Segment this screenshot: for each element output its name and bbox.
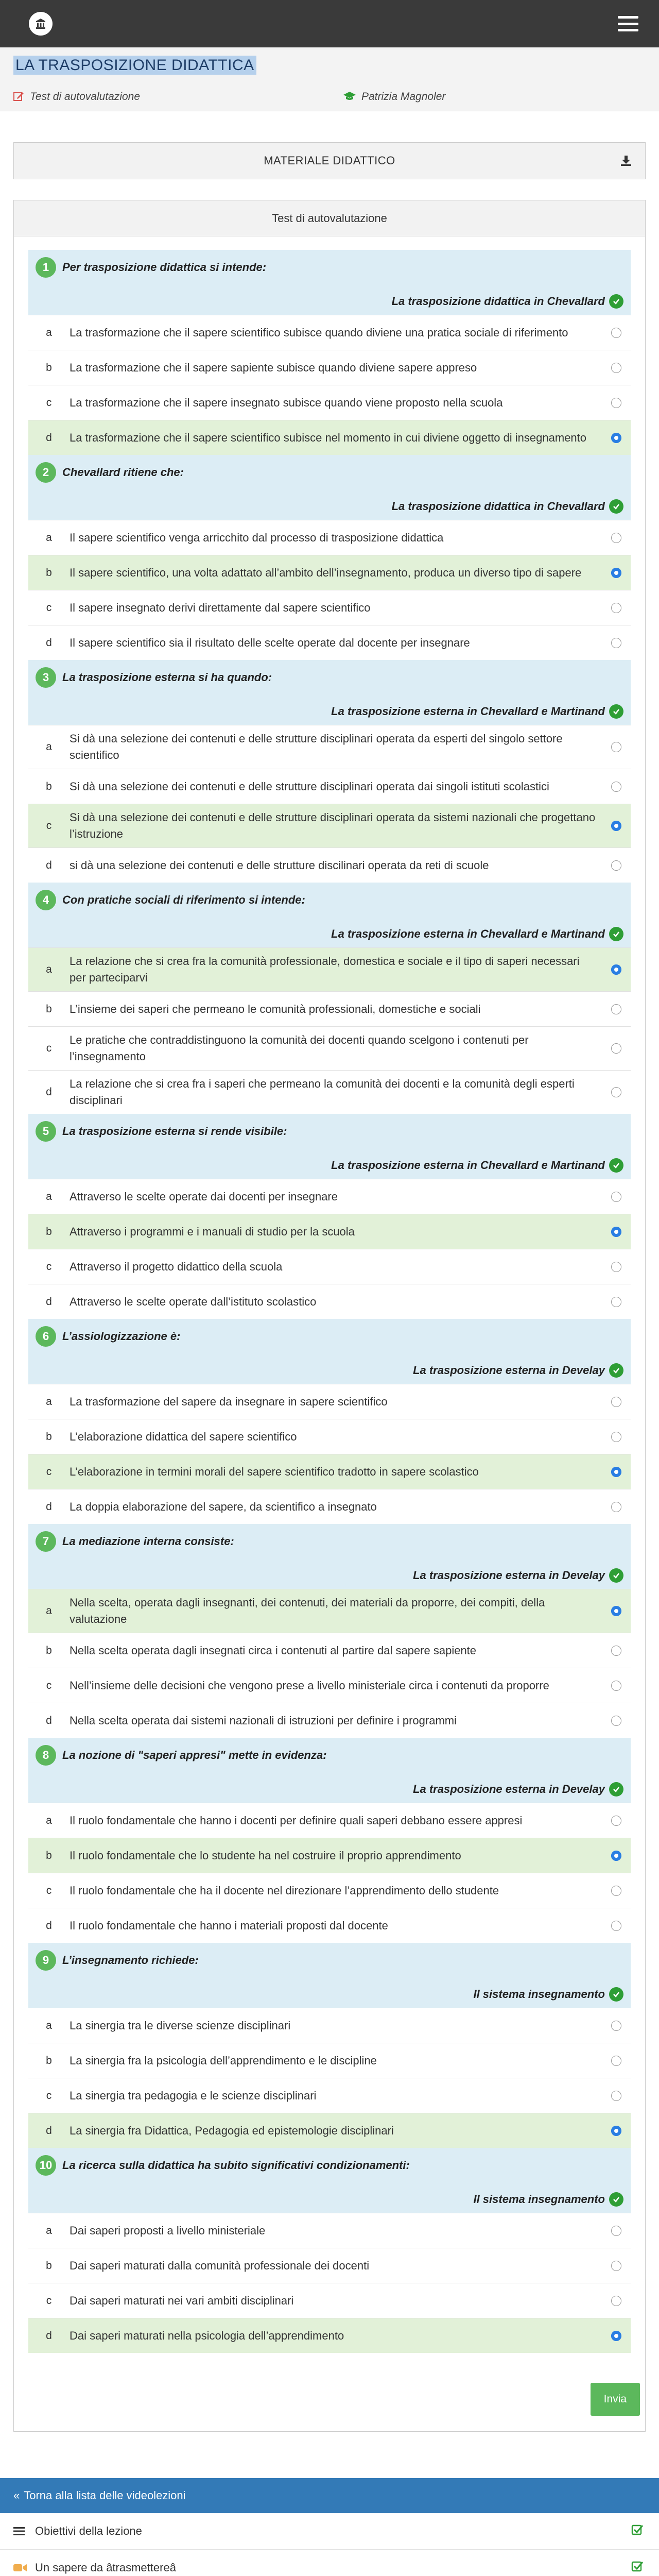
hamburger-menu-icon[interactable]: [618, 16, 638, 31]
question-header: [28, 1524, 631, 1589]
answer-option[interactable]: [28, 625, 631, 660]
answer-option[interactable]: [28, 520, 631, 555]
answer-radio[interactable]: [611, 2021, 621, 2031]
answer-option[interactable]: [28, 848, 631, 883]
question-text: La nozione di "saperi appresi" mette in evidenza:: [62, 1749, 327, 1761]
answer-letter: d: [46, 1500, 52, 1513]
answer-letter: d: [46, 859, 52, 871]
answer-radio[interactable]: [611, 533, 621, 543]
answer-letter: d: [46, 636, 52, 649]
question-number: 9: [36, 1950, 56, 1971]
question-topic: La trasposizione didattica in Chevallard: [391, 500, 605, 513]
answer-option[interactable]: [28, 2008, 631, 2043]
question-header: [28, 455, 631, 520]
answer-letter: a: [46, 1190, 52, 1202]
answer-option[interactable]: [28, 725, 631, 769]
answer-option[interactable]: [28, 1489, 631, 1524]
answer-radio[interactable]: [611, 1646, 621, 1656]
question-text: Per trasposizione didattica si intende:: [62, 261, 267, 274]
answer-text: Si dà una selezione dei contenuti e delle strutture disciplinari operata da esperti del singolo settore scientifico: [70, 732, 563, 761]
answer-option[interactable]: [28, 1026, 631, 1070]
answer-radio[interactable]: [611, 1606, 621, 1616]
answer-text: Nella scelta operata dagli insegnati circa i contenuti al partire dal sapere sapiente: [70, 1643, 477, 1657]
answer-option[interactable]: [28, 2318, 631, 2353]
answer-letter: c: [46, 2294, 52, 2307]
answer-option[interactable]: [28, 1249, 631, 1284]
answer-option[interactable]: [28, 1454, 631, 1489]
answer-text: Attraverso le scelte operate dall’istituto scolastico: [70, 1295, 317, 1308]
material-label: MATERIALE DIDATTICO: [264, 154, 395, 167]
answer-text: La trasformazione del sapere da insegnare in sapere scientifico: [70, 1395, 388, 1408]
quiz-questions: [14, 236, 645, 2368]
answer-radio[interactable]: [611, 363, 621, 373]
lesson-item[interactable]: [0, 2550, 659, 2576]
question-block: [28, 1114, 631, 1319]
check-circle-icon: [609, 499, 623, 514]
question-number: 2: [36, 462, 56, 483]
answer-text: La sinergia tra le diverse scienze disciplinari: [70, 2019, 291, 2032]
quiz-panel: [13, 200, 646, 2432]
answer-option[interactable]: [28, 1703, 631, 1738]
answer-radio[interactable]: [611, 398, 621, 408]
answer-radio[interactable]: [611, 1502, 621, 1512]
answer-text: La relazione che si crea fra i saperi che permeano la comunità dei docenti e la comunità degli esperti disciplinari: [70, 1077, 575, 1107]
answer-option[interactable]: [28, 1284, 631, 1319]
answer-radio[interactable]: [611, 1467, 621, 1477]
answer-option[interactable]: [28, 420, 631, 455]
answer-text: Le pratiche che contraddistinguono la comunità dei docenti quando scelgono i contenuti per l’insegnamento: [70, 1033, 529, 1063]
answer-option[interactable]: [28, 1070, 631, 1114]
check-circle-icon: [609, 704, 623, 719]
lesson-label: Obiettivi della lezione: [35, 2524, 142, 2537]
answer-option[interactable]: [28, 315, 631, 350]
answer-option[interactable]: [28, 1908, 631, 1943]
answer-radio[interactable]: [611, 1297, 621, 1307]
question-text: La ricerca sulla didattica ha subito significativi condizionamenti:: [62, 2159, 410, 2172]
question-number: 1: [36, 257, 56, 278]
answer-radio[interactable]: [611, 568, 621, 578]
answer-option[interactable]: [28, 2283, 631, 2318]
answer-letter: a: [46, 1814, 52, 1826]
answer-letter: c: [46, 1042, 52, 1054]
answer-option[interactable]: [28, 769, 631, 804]
answer-letter: b: [46, 2259, 52, 2272]
answer-text: Si dà una selezione dei contenuti e delle strutture disciplinari operata da sistemi nazionali che progettano l’istruzione: [70, 811, 596, 840]
answer-text: Il sapere scientifico, una volta adattato all’ambito dell’insegnamento, produca un diverso tipo di sapere: [70, 566, 582, 579]
answer-letter: c: [46, 601, 52, 614]
question-topic: La trasposizione esterna in Develay: [413, 1364, 605, 1377]
question-number: 6: [36, 1326, 56, 1347]
question-topic: Il sistema insegnamento: [473, 1988, 605, 2001]
check-circle-icon: [609, 1363, 623, 1378]
answer-letter: d: [46, 1919, 52, 1931]
answer-letter: b: [46, 566, 52, 579]
answer-text: Nella scelta operata dai sistemi nazionali di istruzioni per definire i programmi: [70, 1714, 457, 1727]
answer-letter: c: [46, 1884, 52, 1896]
answer-letter: a: [46, 963, 52, 975]
answer-letter: b: [46, 1003, 52, 1015]
answer-text: La sinergia fra Didattica, Pedagogia ed epistemologie disciplinari: [70, 2124, 394, 2137]
answer-text: si dà una selezione dei contenuti e delle strutture discilinari operata da reti di scuole: [70, 858, 489, 872]
answer-radio[interactable]: [611, 1192, 621, 1202]
answer-letter: a: [46, 1605, 52, 1617]
question-header: [28, 660, 631, 725]
answer-radio[interactable]: [611, 964, 621, 975]
graduation-cap-icon: [343, 91, 356, 101]
answer-letter: c: [46, 1465, 52, 1478]
answer-radio[interactable]: [611, 860, 621, 871]
lesson-label: Un sapere da âtrasmettereâ: [35, 2561, 176, 2574]
answer-text: La trasformazione che il sapere insegnato subisce quando viene proposto nella scuola: [70, 396, 503, 409]
question-header: [28, 1319, 631, 1384]
answer-radio[interactable]: [611, 1004, 621, 1014]
answer-text: Attraverso le scelte operate dai docenti per insegnare: [70, 1190, 338, 1203]
answer-text: Il ruolo fondamentale che hanno i materiali proposti dal docente: [70, 1919, 388, 1932]
question-block: [28, 2148, 631, 2353]
answer-letter: d: [46, 1295, 52, 1308]
check-square-icon: [631, 2523, 646, 2539]
answer-letter: a: [46, 531, 52, 544]
answer-option[interactable]: [28, 1589, 631, 1633]
answer-letter: b: [46, 1849, 52, 1861]
chevron-left-icon: «: [13, 2489, 20, 2502]
answer-radio[interactable]: [611, 821, 621, 831]
question-text: Con pratiche sociali di riferimento si intende:: [62, 893, 305, 906]
answer-text: Il sapere scientifico venga arricchito dal processo di trasposizione didattica: [70, 531, 444, 544]
answer-text: Nell’insieme delle decisioni che vengono prese a livello ministeriale circa i contenuti da proporre: [70, 1679, 549, 1692]
question-text: La mediazione interna consiste:: [62, 1535, 234, 1548]
answer-letter: c: [46, 820, 52, 832]
question-topic: La trasposizione esterna in Develay: [413, 1569, 605, 1582]
question-number: 5: [36, 1121, 56, 1142]
question-topic: La trasposizione esterna in Chevallard e Martinand: [331, 1159, 605, 1172]
answer-radio[interactable]: [611, 2296, 621, 2306]
answer-radio[interactable]: [611, 1227, 621, 1237]
question-block: [28, 455, 631, 660]
question-number: 3: [36, 667, 56, 688]
question-number: 8: [36, 1745, 56, 1766]
answer-letter: a: [46, 2224, 52, 2236]
answer-text: Il ruolo fondamentale che lo studente ha nel costruire il proprio apprendimento: [70, 1849, 461, 1862]
answer-radio[interactable]: [611, 1397, 621, 1407]
answer-text: Il ruolo fondamentale che hanno i docenti per definire quali saperi debbano essere appresi: [70, 1814, 523, 1827]
answer-radio[interactable]: [611, 2261, 621, 2271]
answer-letter: b: [46, 780, 52, 792]
answer-option[interactable]: [28, 385, 631, 420]
answer-radio[interactable]: [611, 2091, 621, 2101]
answer-radio[interactable]: [611, 2126, 621, 2136]
question-header: [28, 883, 631, 947]
answer-text: La trasformazione che il sapere scientifico subisce quando diviene una pratica sociale di riferimento: [70, 326, 568, 339]
answer-text: Il ruolo fondamentale che ha il docente nel direzionare l’apprendimento dello studente: [70, 1884, 499, 1897]
answer-text: La relazione che si crea fra la comunità professionale, domestica e sociale e il tipo di saperi necessari per parteciparvi: [70, 955, 580, 984]
answer-radio[interactable]: [611, 2056, 621, 2066]
answer-option[interactable]: [28, 555, 631, 590]
answer-text: Dai saperi proposti a livello ministeriale: [70, 2224, 266, 2237]
answer-letter: b: [46, 1644, 52, 1656]
answer-option[interactable]: [28, 2113, 631, 2148]
answer-radio[interactable]: [611, 1043, 621, 1054]
back-to-lessons-link[interactable]: [0, 2478, 659, 2513]
answer-letter: d: [46, 1086, 52, 1098]
answer-radio[interactable]: [611, 1087, 621, 1097]
submit-button[interactable]: Invia: [591, 2383, 640, 2416]
answer-letter: a: [46, 326, 52, 338]
answer-option[interactable]: [28, 1633, 631, 1668]
question-topic: Il sistema insegnamento: [473, 2193, 605, 2206]
answer-text: Il sapere insegnato derivi direttamente dal sapere scientifico: [70, 601, 371, 614]
answer-letter: a: [46, 741, 52, 753]
test-label: Test di autovalutazione: [30, 91, 141, 103]
list-icon: [13, 2527, 25, 2536]
answer-radio[interactable]: [611, 1681, 621, 1691]
answer-radio[interactable]: [611, 603, 621, 613]
check-circle-icon: [609, 1568, 623, 1583]
answer-radio[interactable]: [611, 1716, 621, 1726]
main-content: [0, 111, 659, 2478]
question-block: [28, 1943, 631, 2148]
answer-option[interactable]: [28, 1179, 631, 1214]
answer-radio[interactable]: [611, 1262, 621, 1272]
answer-option[interactable]: [28, 1384, 631, 1419]
check-circle-icon: [609, 294, 623, 309]
quiz-title: Test di autovalutazione: [14, 200, 645, 236]
question-block: [28, 1319, 631, 1524]
question-block: [28, 660, 631, 883]
question-text: La trasposizione esterna si ha quando:: [62, 671, 272, 684]
answer-text: Dai saperi maturati nei vari ambiti disciplinari: [70, 2294, 294, 2307]
page-title: LA TRASPOSIZIONE DIDATTICA: [13, 56, 256, 75]
back-label: Torna alla lista delle videolezioni: [24, 2489, 186, 2502]
question-topic: La trasposizione esterna in Chevallard e Martinand: [331, 705, 605, 718]
material-didattico-button[interactable]: [13, 142, 646, 179]
check-square-icon: [631, 2560, 646, 2575]
answer-option[interactable]: [28, 1838, 631, 1873]
answer-letter: d: [46, 431, 52, 444]
answer-option[interactable]: [28, 991, 631, 1026]
answer-option[interactable]: [28, 2078, 631, 2113]
answer-text: La trasformazione che il sapere scientifico subisce nel momento in cui diviene oggetto di insegnamento: [70, 431, 587, 444]
answer-letter: b: [46, 1430, 52, 1443]
question-topic: La trasposizione didattica in Chevallard: [391, 295, 605, 308]
answer-option[interactable]: [28, 947, 631, 991]
answer-letter: d: [46, 2329, 52, 2342]
answer-letter: b: [46, 361, 52, 374]
question-topic: La trasposizione esterna in Chevallard e Martinand: [331, 927, 605, 940]
answer-letter: a: [46, 2019, 52, 2031]
answer-text: Si dà una selezione dei contenuti e delle strutture disciplinari operata dai singoli istituti scolastici: [70, 779, 549, 793]
question-text: Chevallard ritiene che:: [62, 466, 184, 479]
answer-radio[interactable]: [611, 638, 621, 648]
answer-letter: d: [46, 1714, 52, 1726]
question-number: 10: [36, 2155, 56, 2176]
answer-text: La sinergia tra pedagogia e le scienze disciplinari: [70, 2089, 317, 2102]
page-meta: [0, 81, 659, 111]
answer-letter: a: [46, 1395, 52, 1408]
answer-text: Attraverso i programmi e i manuali di studio per la scuola: [70, 1225, 355, 1238]
answer-option[interactable]: [28, 1214, 631, 1249]
page-header: [0, 47, 659, 81]
answer-text: La sinergia fra la psicologia dell’apprendimento e le discipline: [70, 2054, 377, 2067]
answer-radio[interactable]: [611, 328, 621, 338]
download-icon[interactable]: [620, 155, 632, 166]
answer-radio[interactable]: [611, 782, 621, 792]
answer-text: L’elaborazione in termini morali del sapere scientifico tradotto in sapere scolastico: [70, 1465, 479, 1478]
question-text: La trasposizione esterna si rende visibile:: [62, 1125, 287, 1138]
answer-letter: b: [46, 2054, 52, 2066]
answer-option[interactable]: [28, 1873, 631, 1908]
answer-text: Il sapere scientifico sia il risultato delle scelte operate dal docente per insegnare: [70, 636, 470, 649]
check-circle-icon: [609, 1158, 623, 1173]
question-text: L’insegnamento richiede:: [62, 1954, 199, 1967]
answer-text: Dai saperi maturati dalla comunità professionale dei docenti: [70, 2259, 370, 2272]
question-text: L’assiologizzazione è:: [62, 1330, 181, 1343]
answer-letter: b: [46, 1225, 52, 1238]
question-block: [28, 1524, 631, 1738]
question-block: [28, 883, 631, 1114]
video-camera-icon: [13, 2563, 27, 2572]
lesson-list: [0, 2513, 659, 2576]
answer-radio[interactable]: [611, 1432, 621, 1442]
answer-option[interactable]: [28, 2248, 631, 2283]
answer-radio[interactable]: [611, 1816, 621, 1826]
answer-option[interactable]: [28, 590, 631, 625]
top-navbar: [0, 0, 659, 47]
answer-letter: c: [46, 1679, 52, 1691]
answer-option[interactable]: [28, 2213, 631, 2248]
answer-radio[interactable]: [611, 1851, 621, 1861]
question-topic: La trasposizione esterna in Develay: [413, 1783, 605, 1795]
edit-icon: [13, 91, 25, 102]
answer-text: L’elaborazione didattica del sapere scientifico: [70, 1430, 297, 1443]
answer-radio[interactable]: [611, 2331, 621, 2341]
question-header: [28, 2148, 631, 2213]
question-header: [28, 1943, 631, 2008]
question-number: 7: [36, 1531, 56, 1552]
question-block: [28, 1738, 631, 1943]
answer-text: Dai saperi maturati nella psicologia dell’apprendimento: [70, 2329, 344, 2342]
answer-text: L’insieme dei saperi che permeano le comunità professionali, domestiche e sociali: [70, 1002, 481, 1015]
check-circle-icon: [609, 2192, 623, 2207]
answer-option[interactable]: [28, 350, 631, 385]
question-block: [28, 250, 631, 455]
answer-radio[interactable]: [611, 742, 621, 752]
answer-option[interactable]: [28, 804, 631, 848]
answer-radio[interactable]: [611, 433, 621, 443]
question-number: 4: [36, 890, 56, 910]
answer-radio[interactable]: [611, 1921, 621, 1931]
answer-option[interactable]: [28, 1803, 631, 1838]
answer-option[interactable]: [28, 1668, 631, 1703]
answer-text: Nella scelta, operata dagli insegnanti, dei contenuti, dei materiali da proporre, dei compiti, della valutazione: [70, 1596, 545, 1625]
university-crest-icon[interactable]: [29, 12, 53, 36]
teacher-name: Patrizia Magnoler: [361, 91, 446, 103]
answer-option[interactable]: [28, 1419, 631, 1454]
check-circle-icon: [609, 1987, 623, 2002]
question-header: [28, 1738, 631, 1803]
answer-text: La trasformazione che il sapere sapiente subisce quando diviene sapere appreso: [70, 361, 477, 374]
answer-letter: c: [46, 1260, 52, 1273]
check-circle-icon: [609, 927, 623, 941]
answer-letter: c: [46, 396, 52, 409]
answer-radio[interactable]: [611, 1886, 621, 1896]
answer-option[interactable]: [28, 2043, 631, 2078]
question-header: [28, 250, 631, 315]
answer-text: La doppia elaborazione del sapere, da scientifico a insegnato: [70, 1500, 377, 1513]
check-circle-icon: [609, 1782, 623, 1797]
lesson-item[interactable]: [0, 2513, 659, 2550]
answer-text: Attraverso il progetto didattico della scuola: [70, 1260, 283, 1273]
question-header: [28, 1114, 631, 1179]
answer-letter: d: [46, 2124, 52, 2137]
answer-radio[interactable]: [611, 2226, 621, 2236]
answer-letter: c: [46, 2089, 52, 2102]
